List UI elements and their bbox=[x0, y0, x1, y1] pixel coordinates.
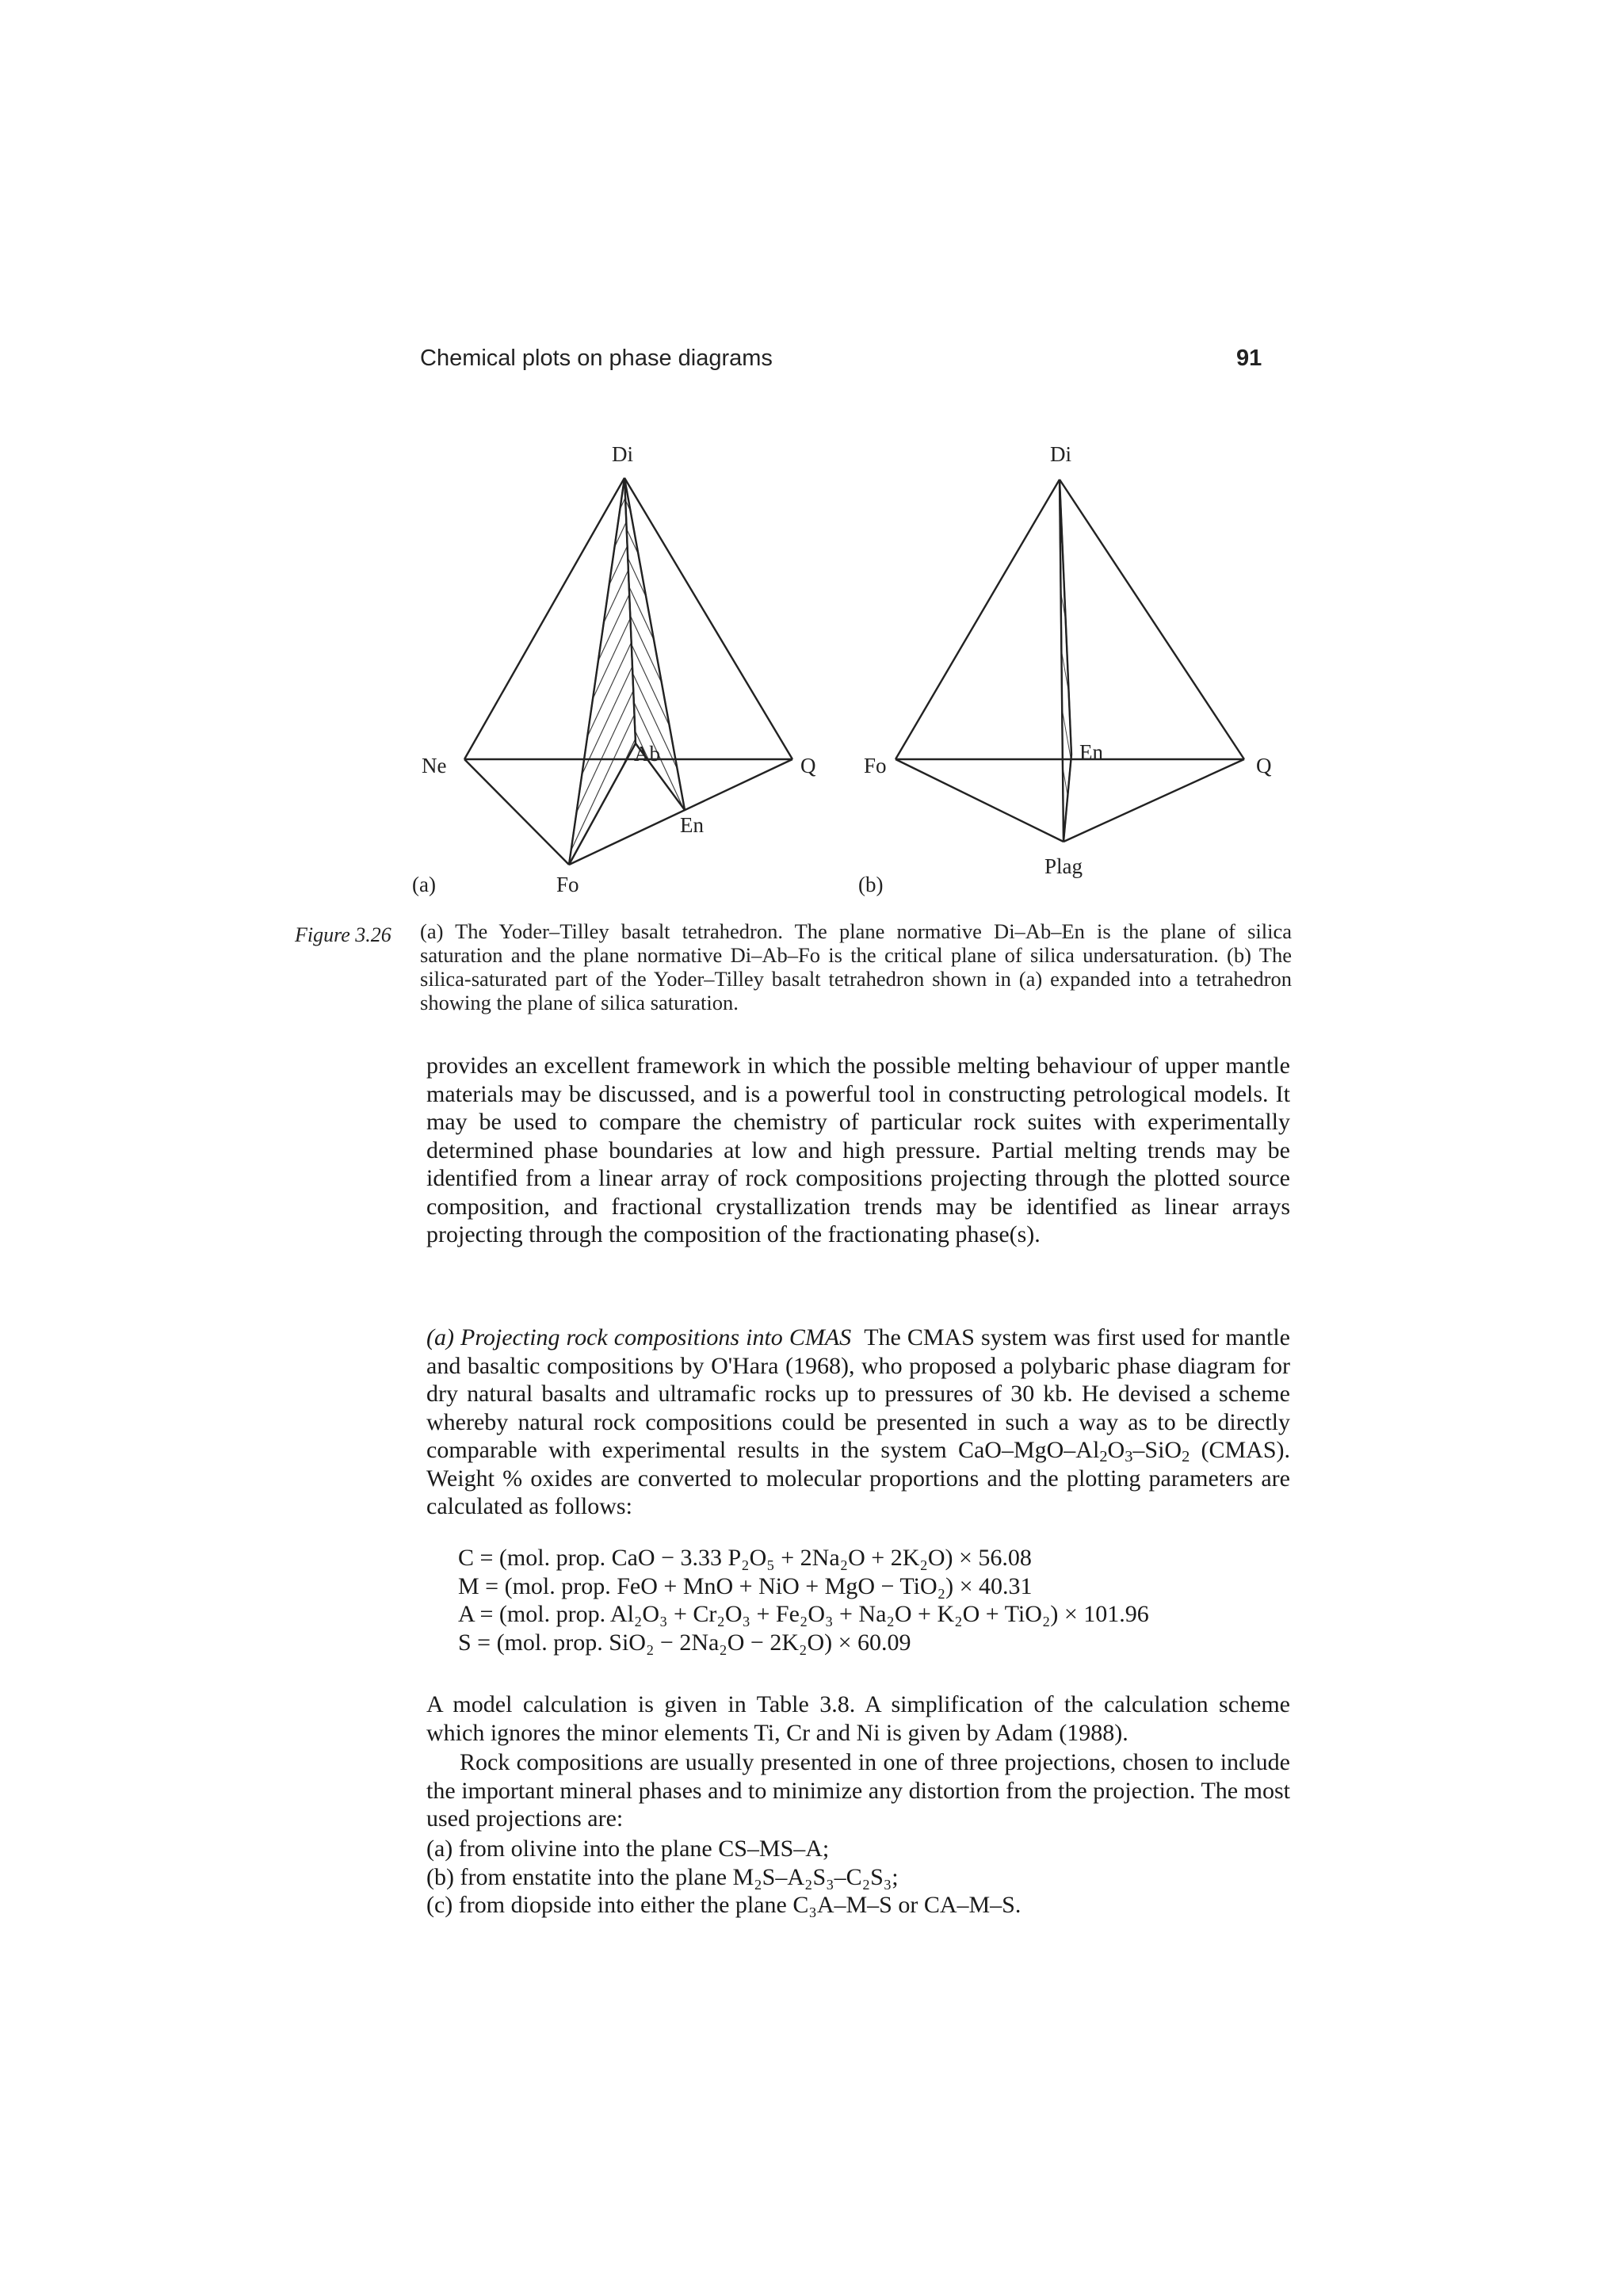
paragraph-2-text-3: –SiO bbox=[1132, 1437, 1182, 1463]
body-paragraph-3: A model calculation is given in Table 3.8. A simplification of the calculation scheme which ignores the minor elements Ti, Cr and Ni is given by Adam (1988). bbox=[426, 1691, 1290, 1746]
formula-m: M = (mol. prop. FeO + MnO + NiO + MgO − TiO₂) × 40.31 bbox=[458, 1572, 1033, 1599]
running-header: Chemical plots on phase diagrams bbox=[420, 346, 773, 371]
paragraph-2-text-2: O bbox=[1107, 1437, 1125, 1463]
paragraph-2-text-4: (CMAS). Weight % oxides are converted to molecular proportions and the plotting parameters are calculated as follows: bbox=[426, 1437, 1291, 1519]
formula-c: C = (mol. prop. CaO − 3.33 P₂O₅ + 2Na₂O + 2K₂O) × 56.08 bbox=[458, 1545, 1032, 1571]
vertex-label-ab: Ab bbox=[634, 742, 660, 766]
body-paragraph-4: Rock compositions are usually presented in one of three projections, chosen to include the important mineral phases and to minimize any distortion from the projection. The most used projections are: bbox=[426, 1749, 1290, 1832]
figure-3-26 bbox=[0, 0, 1623, 919]
body-paragraph-1: provides an excellent framework in which the possible melting behaviour of upper mantle materials may be discussed, and is a powerful tool in constructing petrological models. It may be used to compare the chemistry of particular rock suites with experimentally determined phase boundaries at low and high pressure. Partial melting trends may be identified from a linear array of rock compositions projecting through the plotted source composition, and fractional crystallization trends may be identified as linear arrays projecting through the composition of the fractionating phase(s). bbox=[426, 1052, 1290, 1247]
list-item: (c) from diopside into either the plane C₃A–M–S or CA–M–S. bbox=[426, 1892, 1022, 1918]
body-paragraph-2: (a) Projecting rock compositions into CMAS The CMAS system was first used for mantle and basaltic compositions by O'Hara (1968), who proposed a polybaric phase diagram for dry natural basalts and ultramafic rocks up to pressures of 30 kb. He devised a scheme whereby natural rock compositions could be presented in such a way as to be directly comparable with experimental results in the system CaO–$MgO-Al_2O_3-SiO_2$ (CMAS). Weight % oxides are converted to molecular proportions and the plotting parameters are calculated as follows: bbox=[426, 1324, 1291, 1519]
list-item: (a) from olivine into the plane CS–MS–A; bbox=[426, 1836, 830, 1862]
vertex-label-ne: Ne bbox=[422, 754, 447, 777]
figure-caption: (a) The Yoder–Tilley basalt tetrahedron. The plane normative Di–Ab–En is the plane of silica saturation and the plane normative Di–Ab–Fo is the critical plane of silica undersaturation. (b) The silica-saturated part of the Yoder–Tilley basalt tetrahedron shown in (a) expanded into a tetrahedron showing the plane of silica saturation. bbox=[420, 919, 1292, 1014]
vertex-label-q-b: Q bbox=[1256, 754, 1272, 777]
vertex-label-en-b: En bbox=[1079, 740, 1103, 764]
figure-label: Figure 3.26 bbox=[295, 923, 391, 946]
projection-list bbox=[426, 1835, 1021, 1920]
plane-di-ab-fo bbox=[569, 478, 636, 865]
section-heading: (a) Projecting rock compositions into CMAS bbox=[426, 1324, 852, 1350]
panel-label-a: (a) bbox=[412, 873, 436, 896]
vertex-label-plag: Plag bbox=[1044, 854, 1083, 878]
vertex-label-di-a: Di bbox=[612, 442, 633, 466]
vertex-label-fo-a: Fo bbox=[556, 873, 579, 896]
tetrahedron-a bbox=[464, 478, 792, 865]
formula-s: S = (mol. prop. SiO₂ − 2Na₂O − 2K₂O) × 60.09 bbox=[458, 1629, 911, 1656]
page-number: 91 bbox=[1236, 346, 1262, 371]
vertex-label-di-b: Di bbox=[1050, 442, 1071, 466]
panel-label-b: (b) bbox=[858, 873, 884, 896]
formula-a: A = (mol. prop. Al₂O₃ + Cr₂O₃ + Fe₂O₃ + Na₂O + K₂O + TiO₂) × 101.96 bbox=[458, 1601, 1149, 1627]
list-item: (b) from enstatite into the plane M₂S–A₂S₃–C₂S₃; bbox=[426, 1863, 899, 1890]
paragraph-2-text-1: The CMAS system was first used for mantle and basaltic compositions by O'Hara (1968), who proposed a polybaric phase diagram for dry natural basalts and ultramafic rocks up to pressures of 30 kb. He devised a scheme whereby natural rock compositions could be presented in such a way as to be directly comparable with experimental results in the system CaO–MgO–Al bbox=[426, 1324, 1290, 1463]
formula-block bbox=[458, 1544, 1149, 1656]
tetrahedron-b bbox=[896, 479, 1244, 842]
vertex-label-q-a: Q bbox=[800, 754, 816, 777]
vertex-label-en-a: En bbox=[680, 813, 704, 837]
vertex-label-fo-b: Fo bbox=[864, 754, 887, 777]
